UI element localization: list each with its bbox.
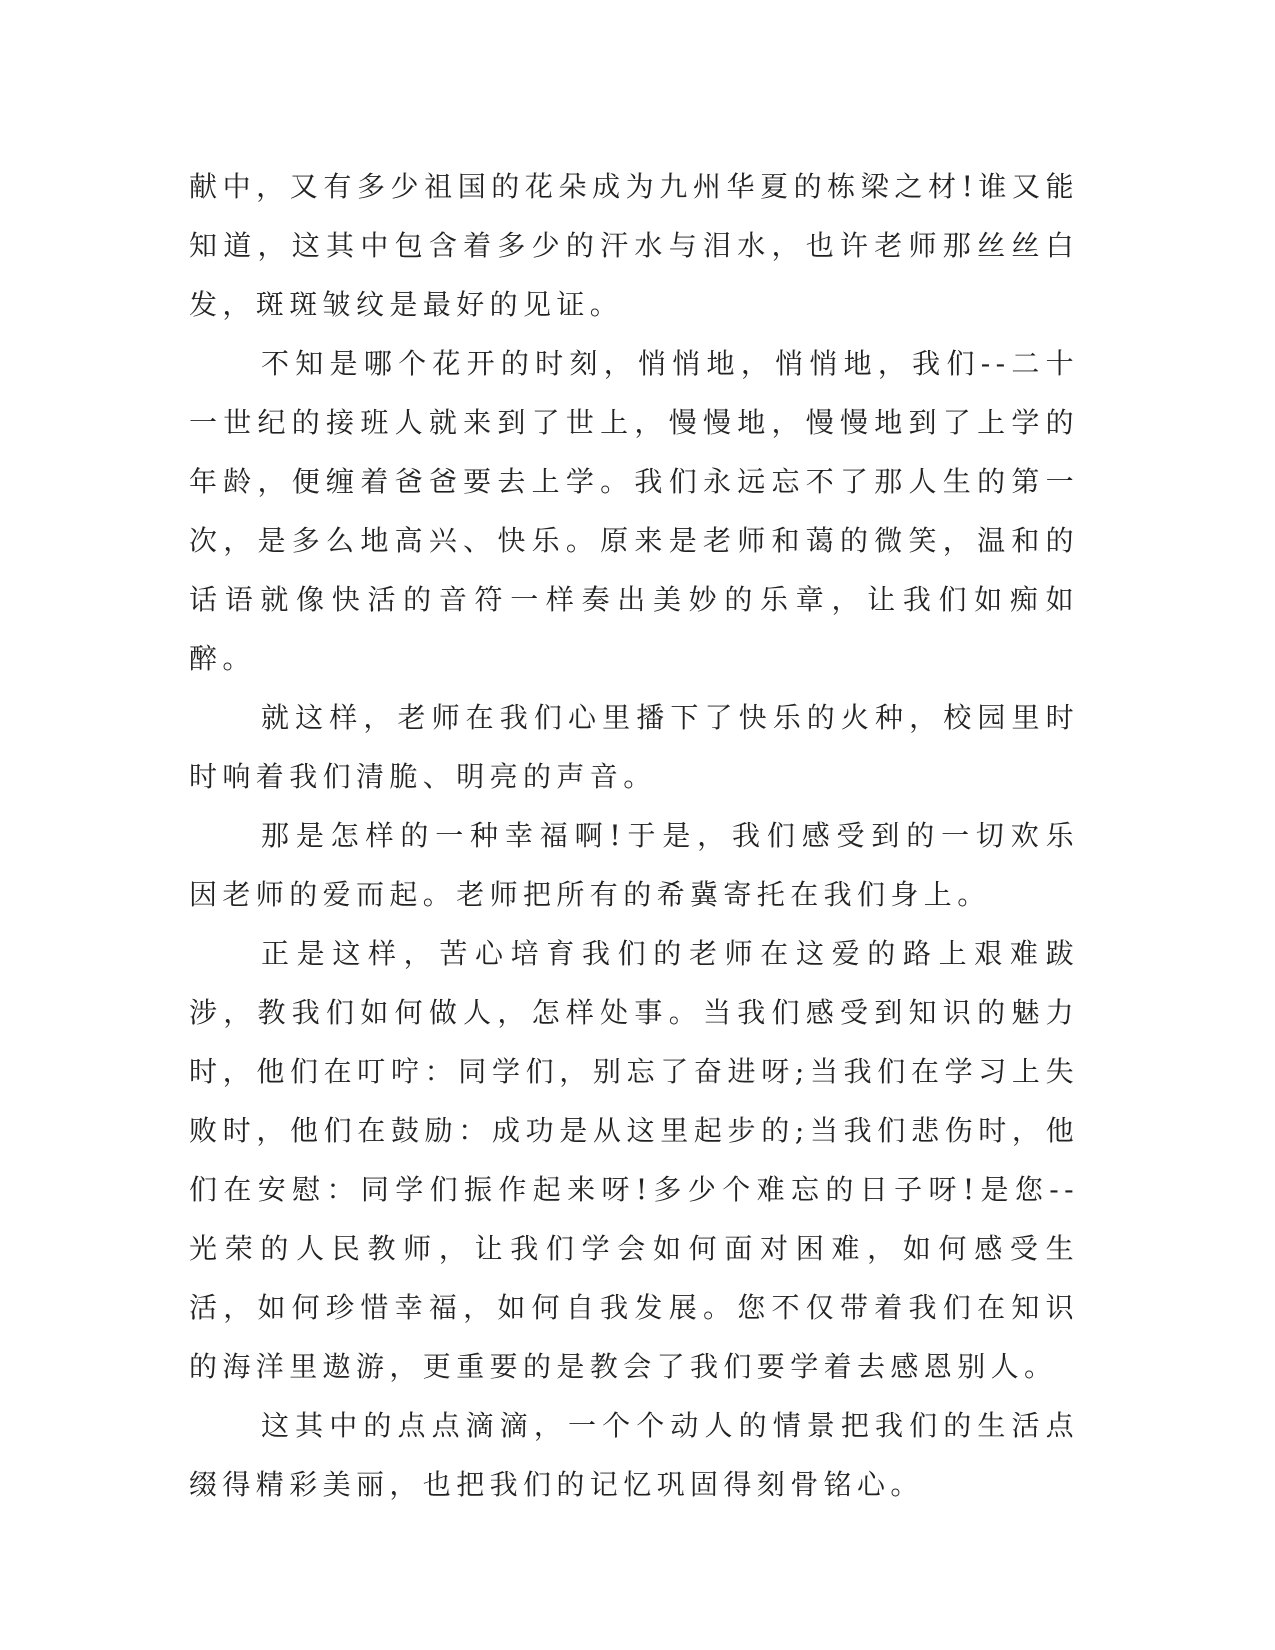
- paragraph-2: 不知是哪个花开的时刻，悄悄地，悄悄地，我们--二十一世纪的接班人就来到了世上，慢慢地，慢慢地到了上学的年龄，便缠着爸爸要去上学。我们永远忘不了那人生的第一次，是多么地高兴、快乐。原来是老师和蔼的微笑，温和的话语就像快活的音符一样奏出美妙的乐章，让我们如痴如醉。: [189, 347, 1079, 675]
- paragraph-1: 献中，又有多少祖国的花朵成为九州华夏的栋梁之材!谁又能知道，这其中包含着多少的汗水与泪水，也许老师那丝丝白发，斑斑皱纹是最好的见证。: [189, 170, 1079, 321]
- document-body: [189, 157, 1079, 1514]
- paragraph-4: 那是怎样的一种幸福啊!于是，我们感受到的一切欢乐因老师的爱而起。老师把所有的希冀寄托在我们身上。: [189, 819, 1079, 911]
- paragraph-6: 这其中的点点滴滴，一个个动人的情景把我们的生活点缀得精彩美丽，也把我们的记忆巩固得刻骨铭心。: [189, 1409, 1079, 1501]
- paragraph-5: 正是这样，苦心培育我们的老师在这爱的路上艰难跋涉，教我们如何做人，怎样处事。当我们感受到知识的魅力时，他们在叮咛：同学们，别忘了奋进呀;当我们在学习上失败时，他们在鼓励：成功是从这里起步的;当我们悲伤时，他们在安慰：同学们振作起来呀!多少个难忘的日子呀!是您--光荣的人民教师，让我们学会如何面对困难，如何感受生活，如何珍惜幸福，如何自我发展。您不仅带着我们在知识的海洋里遨游，更重要的是教会了我们要学着去感恩别人。: [189, 937, 1079, 1383]
- paragraph-3: 就这样，老师在我们心里播下了快乐的火种，校园里时时响着我们清脆、明亮的声音。: [189, 701, 1079, 793]
